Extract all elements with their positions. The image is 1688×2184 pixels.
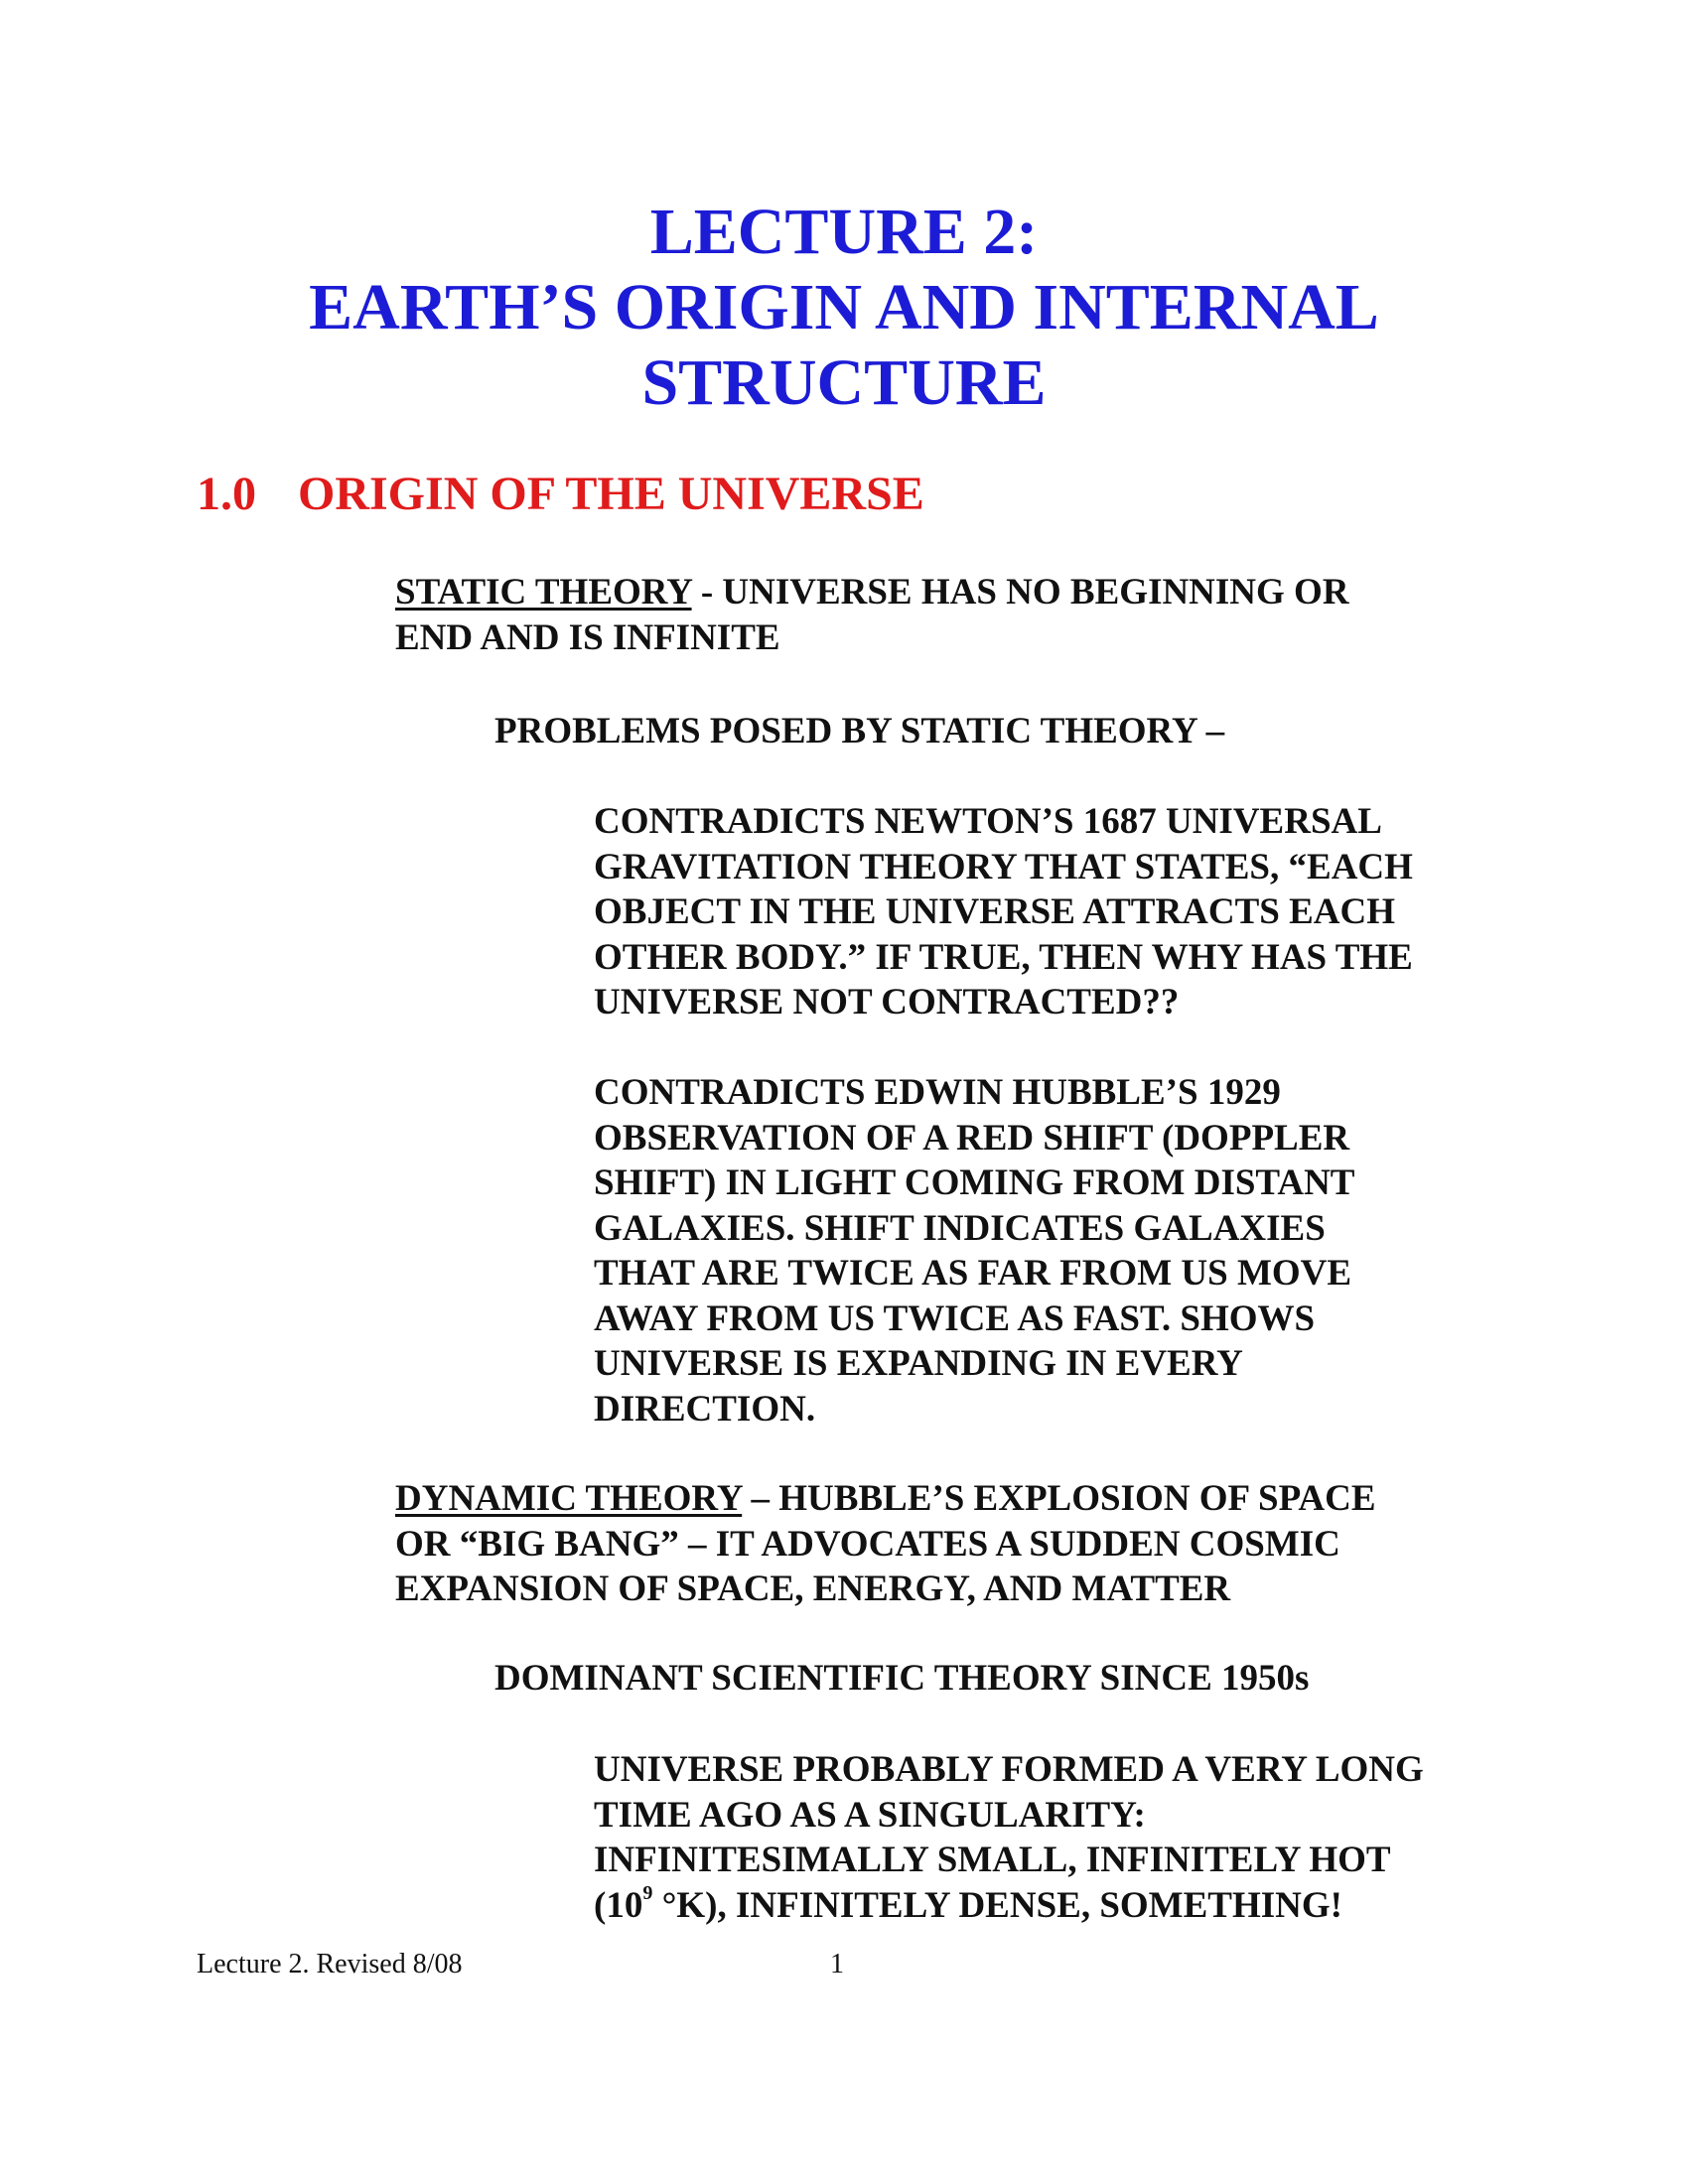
- singularity-line-3: INFINITESIMALLY SMALL, INFINITELY HOT: [594, 1840, 1391, 1880]
- hubble-line-3: SHIFT) IN LIGHT COMING FROM DISTANT: [594, 1162, 1355, 1203]
- singularity-paragraph: [594, 1747, 1424, 1928]
- newton-line-3: OBJECT IN THE UNIVERSE ATTRACTS EACH: [594, 891, 1396, 932]
- static-theory-line-1: - UNIVERSE HAS NO BEGINNING OR: [691, 572, 1349, 613]
- dynamic-theory-term: DYNAMIC THEORY: [395, 1478, 743, 1519]
- problems-heading: PROBLEMS POSED BY STATIC THEORY –: [494, 711, 1225, 751]
- dynamic-theory-paragraph: [395, 1476, 1376, 1612]
- dynamic-theory-line-2: OR “BIG BANG” – IT ADVOCATES A SUDDEN COSMIC: [395, 1523, 1340, 1565]
- section-title: ORIGIN OF THE UNIVERSE: [298, 468, 924, 520]
- section-heading: [197, 467, 924, 522]
- static-theory-line-2: END AND IS INFINITE: [395, 616, 780, 658]
- lecture-title: [0, 195, 1688, 421]
- newton-line-2: GRAVITATION THEORY THAT STATES, “EACH: [594, 846, 1413, 887]
- hubble-paragraph: [594, 1070, 1354, 1432]
- newton-paragraph: [594, 799, 1413, 1025]
- newton-line-4: OTHER BODY.” IF TRUE, THEN WHY HAS THE: [594, 936, 1413, 978]
- temperature-exponent: 9: [642, 1881, 653, 1904]
- hubble-line-6: AWAY FROM US TWICE AS FAST. SHOWS: [594, 1297, 1316, 1339]
- footer-revision: Lecture 2. Revised 8/08: [197, 1949, 463, 1979]
- newton-line-5: UNIVERSE NOT CONTRACTED??: [594, 982, 1180, 1023]
- singularity-line-4-rest: °K), INFINITELY DENSE, SOMETHING!: [652, 1884, 1342, 1926]
- hubble-line-7: UNIVERSE IS EXPANDING IN EVERY: [594, 1343, 1243, 1384]
- title-line-1: LECTURE 2:: [649, 196, 1039, 268]
- singularity-line-2: TIME AGO AS A SINGULARITY:: [594, 1794, 1146, 1836]
- singularity-line-4: [594, 1883, 1424, 1929]
- newton-line-1: CONTRADICTS NEWTON’S 1687 UNIVERSAL: [594, 801, 1382, 842]
- dominant-theory-heading: DOMINANT SCIENTIFIC THEORY SINCE 1950s: [494, 1658, 1310, 1699]
- title-line-3: STRUCTURE: [641, 346, 1047, 419]
- page-number: 1: [830, 1949, 844, 1979]
- section-number: 1.0: [197, 468, 256, 520]
- hubble-line-1: CONTRADICTS EDWIN HUBBLE’S 1929: [594, 1072, 1281, 1113]
- static-theory-paragraph: [395, 570, 1349, 660]
- hubble-line-2: OBSERVATION OF A RED SHIFT (DOPPLER: [594, 1117, 1350, 1159]
- singularity-line-1: UNIVERSE PROBABLY FORMED A VERY LONG: [594, 1749, 1424, 1790]
- title-line-2: EARTH’S ORIGIN AND INTERNAL: [309, 271, 1379, 343]
- hubble-line-5: THAT ARE TWICE AS FAR FROM US MOVE: [594, 1253, 1352, 1294]
- dynamic-theory-line-3: EXPANSION OF SPACE, ENERGY, AND MATTER: [395, 1569, 1231, 1609]
- hubble-line-8: DIRECTION.: [594, 1388, 816, 1430]
- temperature-base: (10: [594, 1884, 643, 1926]
- static-theory-term: STATIC THEORY: [395, 572, 692, 613]
- hubble-line-4: GALAXIES. SHIFT INDICATES GALAXIES: [594, 1207, 1326, 1249]
- dynamic-theory-line-1: – HUBBLE’S EXPLOSION OF SPACE: [742, 1478, 1376, 1519]
